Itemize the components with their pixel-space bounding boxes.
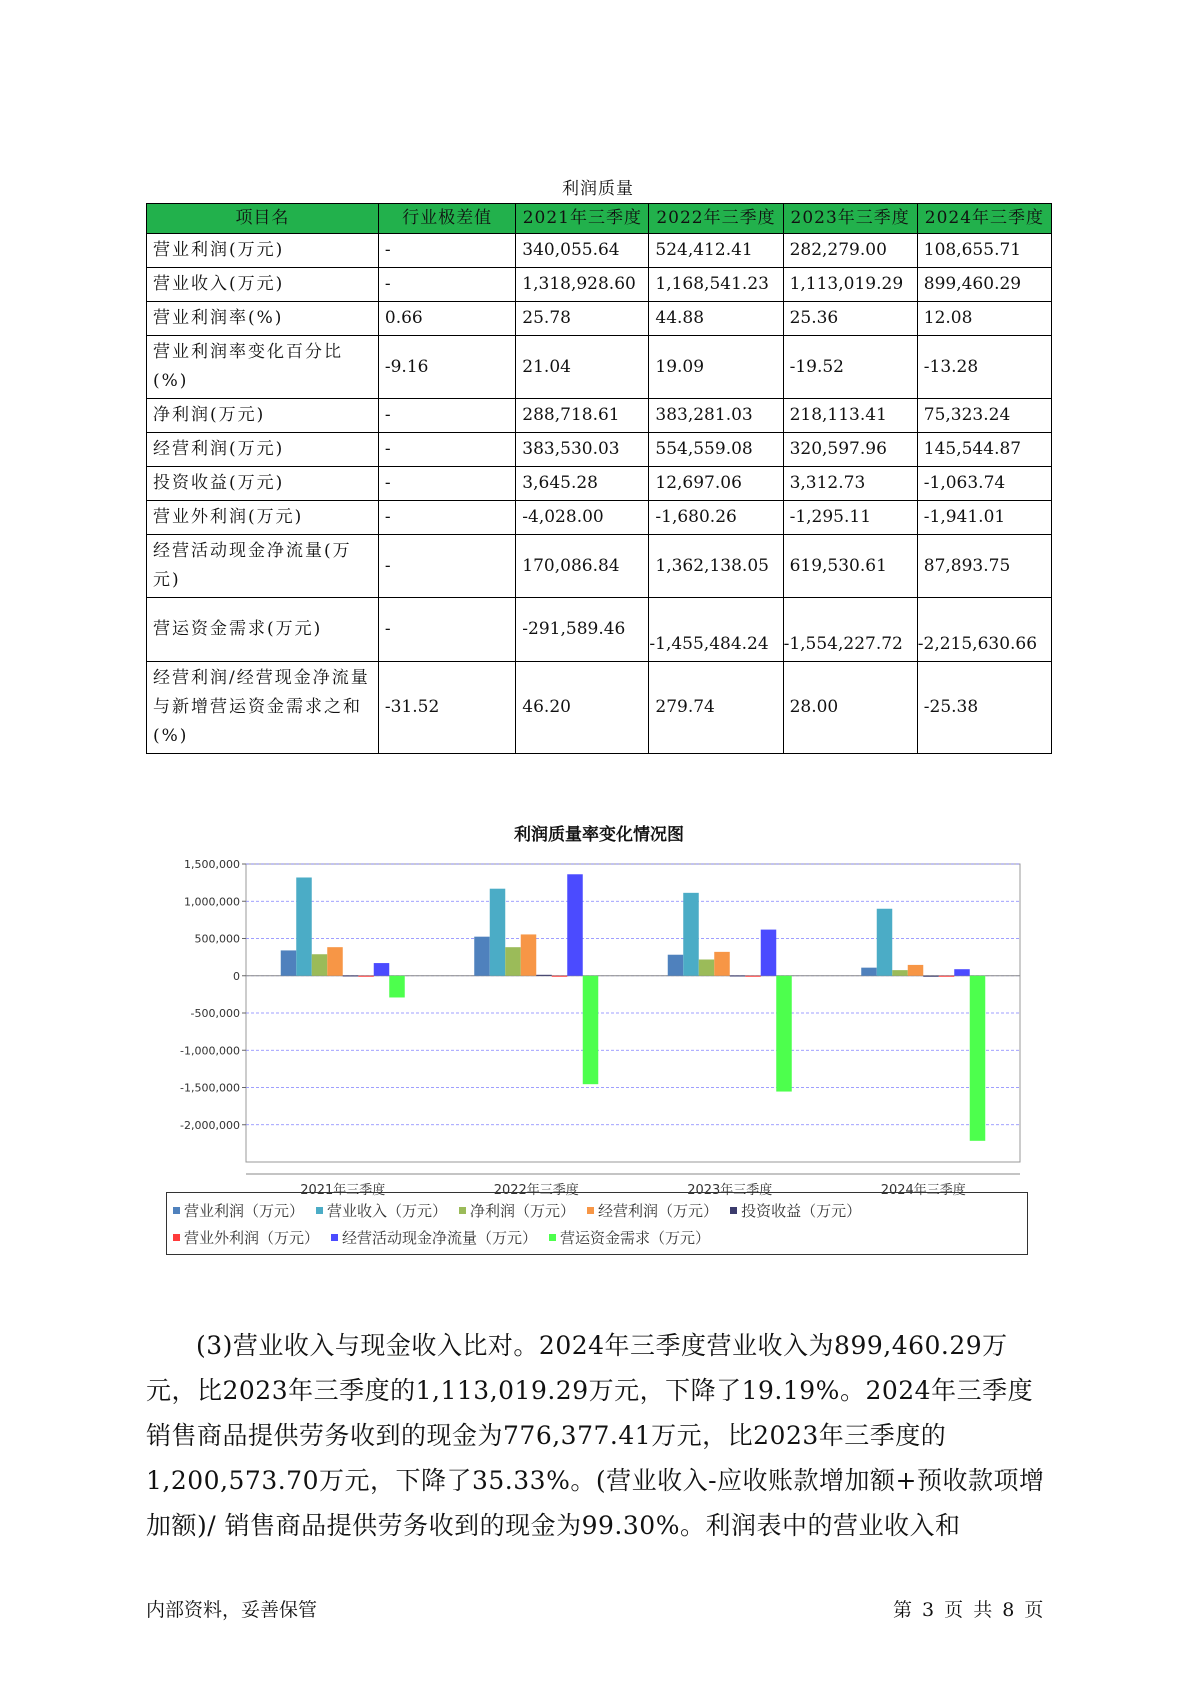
col-header-item: 项目名 <box>147 204 379 234</box>
cell: 25.36 <box>783 302 917 336</box>
y-tick-label: 0 <box>233 969 240 983</box>
legend-swatch <box>587 1207 594 1214</box>
col-header-2023: 2023年三季度 <box>783 204 917 234</box>
cell: 1,318,928.60 <box>516 268 649 302</box>
profit-quality-table <box>146 203 1052 754</box>
y-tick-label: -2,000,000 <box>180 1118 240 1132</box>
cell: -1,941.01 <box>917 501 1051 535</box>
bar <box>536 975 552 976</box>
legend-label: 营业利润（万元） <box>184 1202 305 1220</box>
cell: -1,063.74 <box>917 467 1051 501</box>
cell: 383,530.03 <box>516 433 649 467</box>
row-label: 营业利润率(%) <box>147 302 379 336</box>
row-label: 经营利润(万元) <box>147 433 379 467</box>
col-header-2021: 2021年三季度 <box>516 204 649 234</box>
cell: 28.00 <box>783 662 917 754</box>
row-label: 经营活动现金净流量(万元) <box>147 535 379 598</box>
cell: -291,589.46 <box>516 598 649 662</box>
table-row <box>147 302 1052 336</box>
table-row <box>147 501 1052 535</box>
legend-label: 投资收益（万元） <box>741 1202 862 1220</box>
bar <box>505 947 521 976</box>
body-paragraph: (3)营业收入与现金收入比对。2024年三季度营业收入为899,460.29万元，比2023年三季度的1,113,019.29万元，下降了19.19%。2024年三季度销售商品提供劳务收到的现金为776,377.41万元，比2023年三季度的1,200,573.70万元，下降了35.33%。(营业收入-应收账款增加额+预收款项增加额)/ 销售商品提供劳务收到的现金为99.30%。利润表中的营业收入和 <box>146 1331 1045 1540</box>
col-header-2024: 2024年三季度 <box>917 204 1051 234</box>
bar <box>374 963 390 976</box>
table-header-row <box>147 204 1052 234</box>
legend-swatch <box>459 1207 466 1214</box>
cell: 19.09 <box>649 336 783 399</box>
table-row <box>147 662 1052 754</box>
profit-quality-bar-chart <box>146 850 1026 1198</box>
page-number: 第 3 页 共 8 页 <box>893 1599 1046 1621</box>
cell: -4,028.00 <box>516 501 649 535</box>
legend-item <box>173 1197 304 1224</box>
bar <box>552 976 568 977</box>
row-label: 营运资金需求(万元) <box>147 598 379 662</box>
cell: 1,168,541.23 <box>649 268 783 302</box>
cell: 340,055.64 <box>516 234 649 268</box>
cell: 619,530.61 <box>783 535 917 598</box>
legend-label: 营业外利润（万元） <box>184 1229 320 1247</box>
cell: -1,295.11 <box>783 501 917 535</box>
bar <box>877 909 893 976</box>
cell: - <box>378 399 515 433</box>
cell: 21.04 <box>516 336 649 399</box>
x-tick-label: 2023年三季度 <box>687 1183 773 1198</box>
cell: -1,455,484.24 <box>649 598 783 662</box>
y-tick-label: -1,500,000 <box>180 1081 240 1095</box>
cell: 554,559.08 <box>649 433 783 467</box>
cell: - <box>378 501 515 535</box>
legend-label: 经营利润（万元） <box>598 1202 719 1220</box>
bar <box>312 954 328 976</box>
bar <box>296 877 312 975</box>
bar <box>358 976 374 977</box>
col-header-range: 行业极差值 <box>378 204 515 234</box>
bar <box>939 976 955 977</box>
cell: 170,086.84 <box>516 535 649 598</box>
bar <box>954 969 970 976</box>
bar <box>683 893 699 976</box>
table-row <box>147 535 1052 598</box>
cell: - <box>378 234 515 268</box>
legend-label: 净利润（万元） <box>470 1202 576 1220</box>
cell: 75,323.24 <box>917 399 1051 433</box>
cell: -9.16 <box>378 336 515 399</box>
cell: 320,597.96 <box>783 433 917 467</box>
row-label: 投资收益(万元) <box>147 467 379 501</box>
legend-item <box>459 1197 575 1224</box>
x-tick-label: 2022年三季度 <box>493 1183 579 1198</box>
cell: - <box>378 433 515 467</box>
bar <box>567 874 583 975</box>
bar <box>327 947 343 976</box>
bar <box>776 976 792 1092</box>
cell: -19.52 <box>783 336 917 399</box>
row-label: 营业利润率变化百分比(%) <box>147 336 379 399</box>
bar <box>970 976 986 1141</box>
cell: 44.88 <box>649 302 783 336</box>
cell: 12.08 <box>917 302 1051 336</box>
cell: 108,655.71 <box>917 234 1051 268</box>
chart-legend <box>166 1192 1028 1255</box>
legend-item <box>331 1224 537 1251</box>
legend-swatch <box>173 1234 180 1241</box>
cell: 899,460.29 <box>917 268 1051 302</box>
cell: 279.74 <box>649 662 783 754</box>
cell: - <box>378 535 515 598</box>
bar <box>730 976 746 977</box>
table-row <box>147 399 1052 433</box>
bar <box>583 976 599 1084</box>
bar <box>389 976 405 998</box>
cell: 1,113,019.29 <box>783 268 917 302</box>
cell: -13.28 <box>917 336 1051 399</box>
cell: 282,279.00 <box>783 234 917 268</box>
cell: 25.78 <box>516 302 649 336</box>
x-tick-label: 2021年三季度 <box>300 1183 386 1198</box>
legend-item <box>730 1197 861 1224</box>
legend-swatch <box>331 1234 338 1241</box>
cell: - <box>378 268 515 302</box>
cell: -25.38 <box>917 662 1051 754</box>
bar <box>281 950 297 975</box>
cell: -1,554,227.72 <box>783 598 917 662</box>
cell: 0.66 <box>378 302 515 336</box>
bar <box>699 960 715 976</box>
bar <box>343 975 359 976</box>
bar <box>745 976 761 977</box>
bar <box>761 930 777 976</box>
cell: 218,113.41 <box>783 399 917 433</box>
footer-note: 内部资料，妥善保管 <box>146 1599 318 1621</box>
cell: - <box>378 467 515 501</box>
table-row <box>147 268 1052 302</box>
y-tick-label: 1,000,000 <box>184 895 240 909</box>
legend-label: 营运资金需求（万元） <box>560 1229 711 1247</box>
bar <box>892 970 908 976</box>
legend-item <box>587 1197 718 1224</box>
legend-swatch <box>549 1234 556 1241</box>
cell: -31.52 <box>378 662 515 754</box>
table-row <box>147 336 1052 399</box>
legend-item <box>173 1224 319 1251</box>
bar <box>668 955 684 976</box>
row-label: 营业收入(万元) <box>147 268 379 302</box>
legend-swatch <box>316 1207 323 1214</box>
legend-item <box>549 1224 710 1251</box>
cell: 3,312.73 <box>783 467 917 501</box>
legend-label: 经营活动现金净流量（万元） <box>342 1229 538 1247</box>
legend-item <box>316 1197 447 1224</box>
table-row <box>147 433 1052 467</box>
bar <box>521 934 537 975</box>
bar <box>474 937 490 976</box>
cell: 46.20 <box>516 662 649 754</box>
bar <box>923 976 939 977</box>
table-row <box>147 598 1052 662</box>
y-tick-label: 1,500,000 <box>184 858 240 871</box>
y-tick-label: 500,000 <box>194 932 240 946</box>
cell: 1,362,138.05 <box>649 535 783 598</box>
legend-swatch <box>173 1207 180 1214</box>
x-tick-label: 2024年三季度 <box>880 1183 966 1198</box>
cell: 524,412.41 <box>649 234 783 268</box>
table-row <box>147 467 1052 501</box>
row-label: 经营利润/经营现金净流量与新增营运资金需求之和(%) <box>147 662 379 754</box>
cell: 145,544.87 <box>917 433 1051 467</box>
chart-title: 利润质量率变化情况图 <box>514 825 684 845</box>
legend-label: 营业收入（万元） <box>327 1202 448 1220</box>
bar <box>490 889 506 976</box>
cell: 12,697.06 <box>649 467 783 501</box>
legend-swatch <box>730 1207 737 1214</box>
bar <box>714 952 730 976</box>
cell: - <box>378 598 515 662</box>
row-label: 营业利润(万元) <box>147 234 379 268</box>
row-label: 净利润(万元) <box>147 399 379 433</box>
cell: 3,645.28 <box>516 467 649 501</box>
cell: -1,680.26 <box>649 501 783 535</box>
y-tick-label: -1,000,000 <box>180 1044 240 1058</box>
table-caption: 利润质量 <box>562 179 634 199</box>
cell: 87,893.75 <box>917 535 1051 598</box>
cell: 383,281.03 <box>649 399 783 433</box>
table-row <box>147 234 1052 268</box>
row-label: 营业外利润(万元) <box>147 501 379 535</box>
bar <box>908 965 924 976</box>
bar <box>861 968 877 976</box>
y-tick-label: -500,000 <box>190 1007 240 1020</box>
cell: -2,215,630.66 <box>917 598 1051 662</box>
cell: 288,718.61 <box>516 399 649 433</box>
col-header-2022: 2022年三季度 <box>649 204 783 234</box>
